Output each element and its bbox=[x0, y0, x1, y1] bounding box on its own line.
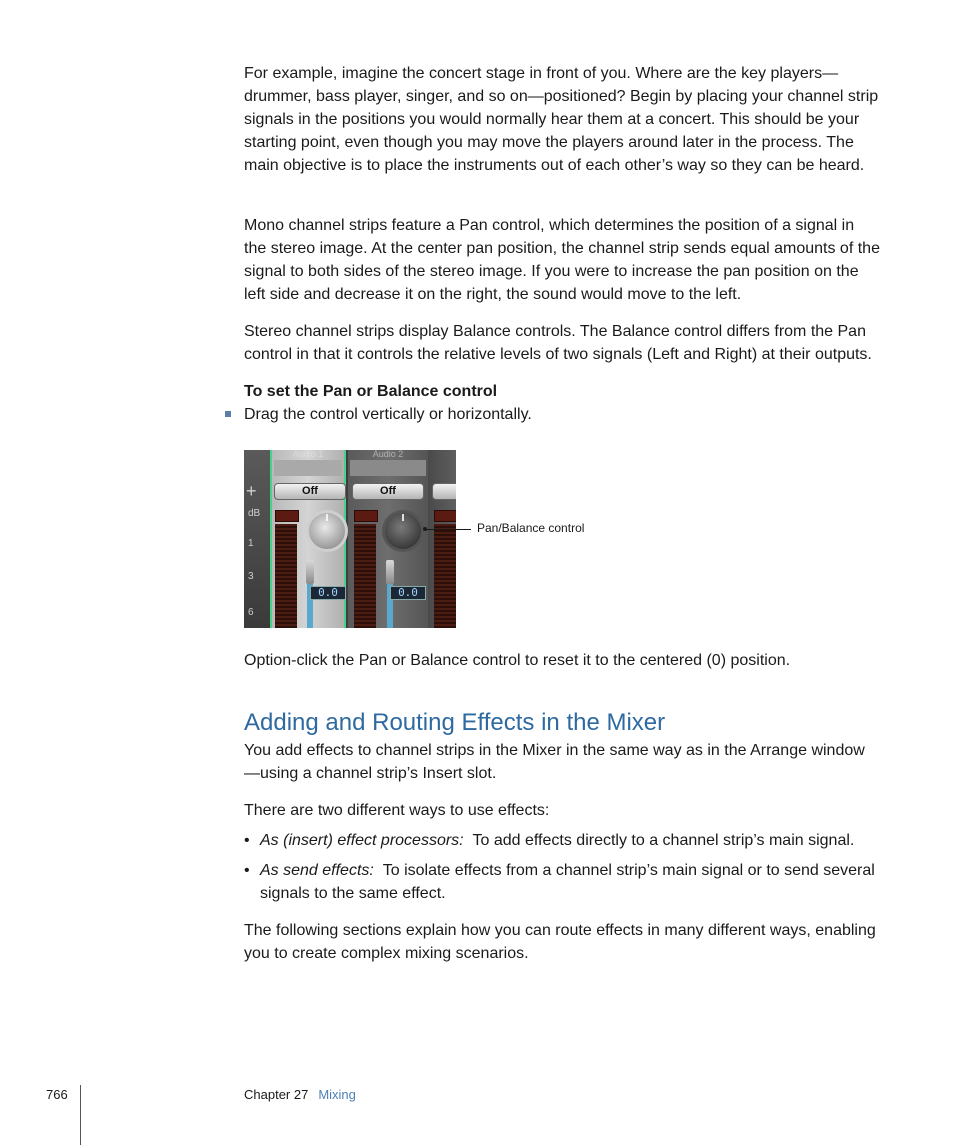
mixer-screenshot bbox=[244, 450, 456, 628]
task-step: Drag the control vertically or horizontally. bbox=[244, 406, 532, 423]
callout-line bbox=[425, 529, 471, 530]
page-number: 766 bbox=[46, 1087, 68, 1102]
pan-knob[interactable] bbox=[306, 510, 348, 552]
body-paragraph: Option-click the Pan or Balance control to reset it to the centered (0) position. bbox=[244, 652, 791, 669]
knob-tick bbox=[402, 514, 404, 521]
channel-strip-audio-1 bbox=[270, 450, 346, 628]
footer-chapter bbox=[244, 1087, 356, 1103]
level-meter bbox=[275, 524, 297, 628]
chapter-topic-link[interactable]: Mixing bbox=[318, 1087, 356, 1102]
off-button-partial bbox=[432, 483, 456, 500]
scale-label: 6 bbox=[248, 607, 254, 618]
off-button[interactable]: Off bbox=[274, 483, 346, 500]
level-meter bbox=[434, 524, 456, 628]
volume-value: 0.0 bbox=[310, 586, 346, 600]
channel-strip-audio-2 bbox=[348, 450, 428, 628]
balance-knob[interactable] bbox=[382, 510, 424, 552]
strip-right-edge bbox=[428, 450, 456, 628]
list-item-term: As send effects: bbox=[260, 862, 374, 879]
list-item bbox=[260, 829, 880, 852]
body-paragraph: Mono channel strips feature a Pan control, which determines the position of a signal in the stereo image. At the center pan position, the channel strip sends equal amounts of the signal to both sides of the stereo image. If you were to increase the pan position on the left side and decrease it on the right, the sound would move to the left. bbox=[244, 217, 880, 303]
footer-divider bbox=[80, 1085, 81, 1145]
callout-label: Pan/Balance control bbox=[477, 521, 585, 535]
square-bullet-icon bbox=[225, 411, 231, 417]
bullet-dot-icon: • bbox=[244, 832, 250, 849]
list-item-text: To isolate effects from a channel strip’s main signal or to send several signals to the same effect. bbox=[260, 862, 875, 902]
off-button[interactable]: Off bbox=[352, 483, 424, 500]
strip-left-edge bbox=[244, 450, 270, 628]
clip-indicator bbox=[434, 510, 456, 522]
section-heading: Adding and Routing Effects in the Mixer bbox=[244, 709, 666, 736]
strip-name: Audio 2 bbox=[372, 450, 404, 459]
list-item bbox=[260, 859, 880, 905]
fader-handle[interactable] bbox=[306, 560, 314, 584]
body-paragraph: The following sections explain how you can route effects in many different ways, enabling you to create complex mixing scenarios. bbox=[244, 922, 876, 962]
bullet-dot-icon: • bbox=[244, 862, 250, 879]
body-paragraph: For example, imagine the concert stage in front of you. Where are the key players—drummer, bass player, singer, and so on—positioned? Begin by placing your channel strip signals in the positions you would normally hear them at a concert. This should be your starting point, even though you may move the players around later in the process. The main objective is to place the instruments out of each other’s way so they can be heard. bbox=[244, 65, 879, 174]
scale-label: 3 bbox=[248, 571, 254, 582]
task-heading: To set the Pan or Balance control bbox=[244, 383, 498, 400]
volume-value: 0.0 bbox=[390, 586, 426, 600]
chapter-label: Chapter 27 bbox=[244, 1087, 309, 1102]
knob-tick bbox=[326, 514, 328, 521]
plus-icon: + bbox=[246, 481, 257, 501]
insert-slot[interactable] bbox=[350, 460, 426, 476]
list-item-text: To add effects directly to a channel strip’s main signal. bbox=[472, 832, 855, 849]
body-paragraph: You add effects to channel strips in the Mixer in the same way as in the Arrange window—using a channel strip’s Insert slot. bbox=[244, 742, 865, 782]
clip-indicator bbox=[275, 510, 299, 522]
strip-name: Audio 1 bbox=[292, 450, 324, 459]
fader-handle[interactable] bbox=[386, 560, 394, 584]
insert-slot[interactable] bbox=[274, 460, 342, 476]
list-item-term: As (insert) effect processors: bbox=[260, 832, 464, 849]
level-meter bbox=[354, 524, 376, 628]
body-paragraph: Stereo channel strips display Balance controls. The Balance control differs from the Pan control in that it controls the relative levels of two signals (Left and Right) at their outputs. bbox=[244, 323, 872, 363]
clip-indicator bbox=[354, 510, 378, 522]
scale-label: 1 bbox=[248, 538, 254, 549]
body-paragraph: There are two different ways to use effects: bbox=[244, 802, 550, 819]
scale-label: dB bbox=[248, 508, 261, 519]
